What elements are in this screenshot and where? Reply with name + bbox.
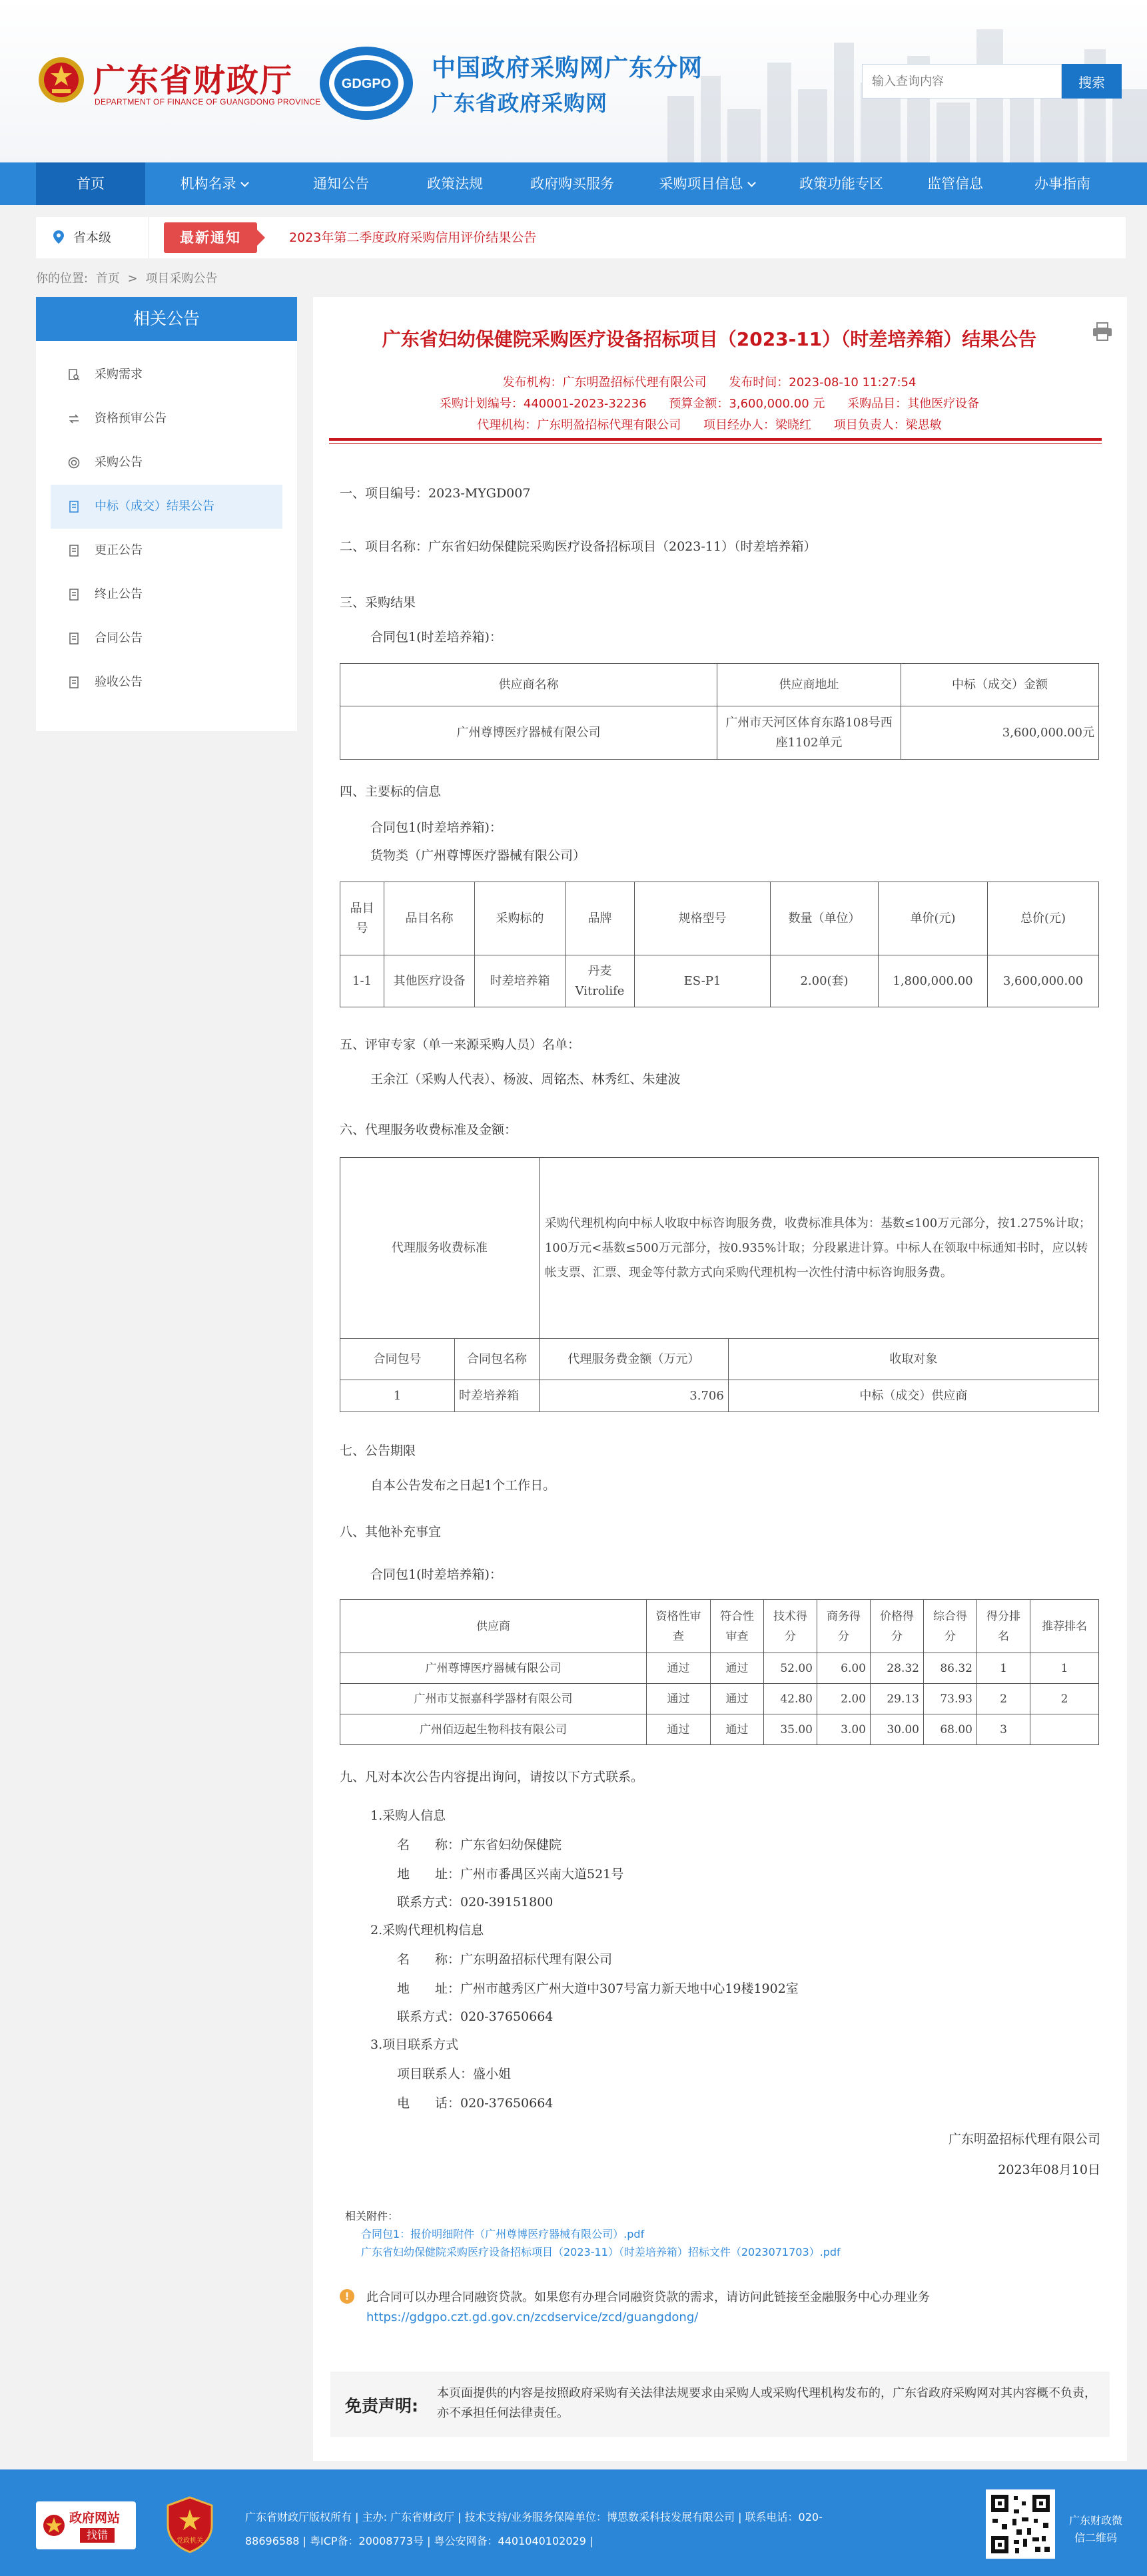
notice-bar	[36, 217, 1126, 258]
breadcrumb-label: 你的位置:	[36, 272, 89, 286]
business-score: 3.00	[817, 1714, 871, 1745]
award-amount: 3,600,000.00元	[901, 706, 1099, 760]
table-header-row	[340, 882, 1099, 955]
table-header: 商务得分	[817, 1600, 871, 1653]
section-period-heading: 七、公告期限	[340, 1443, 416, 1458]
nav-label: 通知公告	[313, 176, 369, 192]
wechat-qr-code-icon	[986, 2489, 1055, 2559]
contact-agency-title: 2.采购代理机构信息	[370, 1923, 484, 1937]
table-row	[340, 706, 1099, 760]
business-score: 6.00	[817, 1653, 871, 1684]
nav-item-policy-zone[interactable]	[779, 162, 903, 205]
location-pin-icon	[53, 230, 64, 244]
region-selector[interactable]	[36, 217, 149, 258]
meta-agency: 代理机构：广东明盈招标代理有限公司	[477, 418, 681, 432]
items-table	[340, 882, 1099, 1007]
meta-budget: 预算金额：3,600,000.00 元	[669, 397, 825, 411]
fee-standard-label: 代理服务收费标准	[340, 1158, 540, 1339]
sidebar-item-label: 资格预审公告	[95, 411, 167, 425]
swap-arrows-icon	[68, 413, 80, 425]
site-header	[0, 0, 1147, 162]
table-header: 收取对象	[728, 1339, 1098, 1380]
meta-row-2	[313, 394, 1106, 411]
item-number: 1-1	[340, 955, 384, 1007]
price-score: 30.00	[871, 1714, 924, 1745]
breadcrumb-current[interactable]: 项目采购公告	[145, 272, 218, 286]
fee-standard-row	[340, 1158, 1099, 1339]
footer-line-2: 88696588 | 粤ICP备：20008773号 | 粤公安网备：4401040102029 |	[245, 2535, 593, 2547]
contact-purchaser-name: 名 称：广东省妇幼保健院	[397, 1838, 562, 1852]
meta-plan-number: 采购计划编号：440001-2023-32236	[439, 397, 647, 411]
sidebar-item-termination[interactable]	[36, 573, 297, 617]
table-header: 规格型号	[635, 882, 771, 955]
attachment-link[interactable]: 合同包1：报价明细附件（广州尊博医疗器械有限公司）.pdf	[361, 2228, 645, 2240]
section-fee-heading: 六、代理服务收费标准及金额：	[340, 1123, 518, 1137]
gov-seal-icon	[43, 2512, 65, 2539]
related-announcements-sidebar	[36, 297, 297, 731]
score-rank: 2	[977, 1684, 1030, 1714]
goods-category: 货物类（广州尊博医疗器械有限公司）	[370, 848, 586, 863]
item-quantity: 2.00(套)	[771, 955, 879, 1007]
mof-title: 广东省财政厅	[93, 62, 294, 99]
table-row	[340, 1714, 1099, 1745]
item-category: 其他医疗设备	[384, 955, 475, 1007]
sidebar-item-award-result[interactable]	[51, 485, 282, 529]
search-button[interactable]: 搜索	[1062, 64, 1122, 99]
total-score: 73.93	[924, 1684, 977, 1714]
meta-handler: 项目经办人：梁晓红	[703, 418, 811, 432]
sidebar-item-label: 采购需求	[95, 368, 143, 382]
package-number: 1	[340, 1380, 455, 1412]
item-brand: 丹麦Vitrolife	[566, 955, 635, 1007]
section-items-heading: 四、主要标的信息	[340, 784, 442, 799]
footer-line-1: 广东省财政厅版权所有 | 主办: 广东省财政厅 | 技术支持/业务服务保障单位：博思数采科技发展有限公司 | 联系电话：020-	[245, 2511, 823, 2523]
announcement-content	[313, 297, 1127, 2461]
contact-agency-name: 名 称：广东明盈招标代理有限公司	[397, 1952, 613, 1967]
table-header: 推荐排名	[1030, 1600, 1099, 1653]
qualification-review: 通过	[647, 1684, 711, 1714]
recommend-rank: 1	[1030, 1653, 1099, 1684]
business-score: 2.00	[817, 1684, 871, 1714]
package-label: 合同包1(时差培养箱)：	[370, 1567, 502, 1582]
compliance-review: 通过	[711, 1684, 764, 1714]
mof-subtitle: DEPARTMENT OF FINANCE OF GUANGDONG PROVINCE	[95, 97, 321, 107]
qualification-review: 通过	[647, 1714, 711, 1745]
table-header: 数量（单位）	[771, 882, 879, 955]
title-divider	[329, 438, 1102, 441]
contact-project-title: 3.项目联系方式	[370, 2037, 459, 2052]
award-result-table	[340, 663, 1099, 760]
table-header: 品目名称	[384, 882, 475, 955]
nav-label: 办事指南	[1034, 176, 1090, 192]
table-header: 合同包号	[340, 1339, 455, 1380]
latest-notice-link[interactable]: 2023年第二季度政府采购信用评价结果公告	[289, 230, 537, 245]
sidebar-item-contract[interactable]	[36, 617, 297, 660]
table-row	[340, 1684, 1099, 1714]
document-icon	[68, 676, 80, 688]
document-icon	[68, 633, 80, 644]
meta-publisher: 发布机构：广东明盈招标代理有限公司	[502, 376, 707, 389]
sidebar-item-procurement-notice[interactable]	[36, 441, 297, 485]
title-divider-thin	[329, 443, 1102, 444]
section-supplement-heading: 八、其他补充事宜	[340, 1525, 442, 1539]
score-rank: 1	[977, 1653, 1030, 1684]
sidebar-item-label: 更正公告	[95, 543, 143, 557]
breadcrumb-separator: >	[127, 272, 138, 286]
contact-purchaser-phone: 联系方式：020-39151800	[397, 1895, 554, 1910]
evaluation-table	[340, 1599, 1099, 1745]
item-total-price: 3,600,000.00	[988, 955, 1099, 1007]
site-subtitle: 广东省政府采购网	[432, 91, 608, 116]
table-header: 资格性审查	[647, 1600, 711, 1653]
table-header: 总价(元)	[988, 882, 1099, 955]
nav-label: 政府购买服务	[530, 176, 614, 192]
compliance-review: 通过	[711, 1714, 764, 1745]
nav-item-project-info[interactable]	[634, 162, 779, 205]
fee-payer: 中标（成交）供应商	[728, 1380, 1098, 1412]
site-footer	[0, 2469, 1147, 2576]
attachments	[345, 2208, 841, 2259]
item-model: ES-P1	[635, 955, 771, 1007]
chevron-down-icon	[747, 178, 756, 187]
expert-list: 王余江（采购人代表）、杨波、周铭杰、林秀红、朱建波	[370, 1072, 681, 1087]
table-header: 价格得分	[871, 1600, 924, 1653]
package-label: 合同包1(时差培养箱)：	[370, 630, 502, 644]
contact-agency-phone: 联系方式：020-37650664	[397, 2009, 554, 2024]
party-badge-label: 党政机关	[177, 2537, 203, 2545]
table-header: 供应商地址	[717, 664, 901, 706]
nav-item-org-directory[interactable]	[145, 162, 282, 205]
recommend-rank	[1030, 1714, 1099, 1745]
table-header: 供应商名称	[340, 664, 717, 706]
signature-organization: 广东明盈招标代理有限公司	[948, 2132, 1100, 2147]
nav-label: 政策功能专区	[799, 176, 883, 192]
table-header: 供应商	[340, 1600, 647, 1653]
nav-label: 采购项目信息	[659, 176, 743, 192]
nav-item-guide[interactable]	[1007, 162, 1118, 205]
meta-row-3	[313, 415, 1106, 433]
item-unit-price: 1,800,000.00	[879, 955, 988, 1007]
breadcrumb	[36, 269, 221, 286]
search-input[interactable]	[862, 64, 1062, 99]
attachment-link[interactable]: 广东省妇幼保健院采购医疗设备招标项目（2023-11）（时差培养箱）招标文件（2023071703）.pdf	[361, 2246, 841, 2258]
recommend-rank: 2	[1030, 1684, 1099, 1714]
info-warning-icon: !	[340, 2289, 354, 2304]
meta-manager: 项目负责人：梁思敏	[833, 418, 942, 432]
table-header-row	[340, 1339, 1099, 1380]
table-row	[340, 1380, 1099, 1412]
section-contact-heading: 九、凡对本次公告内容提出询问，请按以下方式联系。	[340, 1770, 644, 1784]
nav-item-home[interactable]	[36, 162, 145, 205]
nav-item-supervision[interactable]	[903, 162, 1007, 205]
gov-badge-sub: 找错	[80, 2528, 115, 2543]
latest-notice-badge: 最新通知	[164, 222, 257, 253]
disclaimer-label: 免责声明:	[345, 2396, 418, 2416]
logo-text: GDGPO	[341, 77, 392, 91]
contact-project-person: 项目联系人：盛小姐	[397, 2067, 512, 2081]
table-header-row	[340, 1600, 1099, 1653]
footer-copyright	[245, 2505, 845, 2553]
sidebar-item-requirements[interactable]	[36, 353, 297, 397]
main-nav	[0, 162, 1147, 205]
nav-label: 机构名录	[180, 176, 236, 192]
announcement-title: 广东省妇幼保健院采购医疗设备招标项目（2023-11）（时差培养箱）结果公告	[382, 328, 1037, 350]
nav-item-purchase-services[interactable]	[510, 162, 634, 205]
table-header: 合同包名称	[455, 1339, 540, 1380]
sidebar-item-label: 中标（成交）结果公告	[95, 499, 214, 513]
nav-item-policies[interactable]	[400, 162, 510, 205]
sidebar-item-label: 合同公告	[95, 631, 143, 645]
tech-score: 42.80	[764, 1684, 817, 1714]
item-subject: 时差培养箱	[475, 955, 566, 1007]
finance-service-link[interactable]: https://gdgpo.czt.gd.gov.cn/zcdservice/zcd/guangdong/	[366, 2310, 699, 2324]
tech-score: 35.00	[764, 1714, 817, 1745]
table-header: 综合得分	[924, 1600, 977, 1653]
sidebar-item-label: 采购公告	[95, 455, 143, 469]
contact-purchaser-title: 1.采购人信息	[370, 1808, 446, 1823]
meta-row-1	[313, 373, 1106, 390]
section-experts-heading: 五、评审专家（单一来源采购人员）名单：	[340, 1037, 581, 1052]
site-title: 中国政府采购网广东分网	[432, 55, 703, 82]
package-name: 时差培养箱	[455, 1380, 540, 1412]
agency-fee-table	[340, 1157, 1099, 1412]
disclaimer-box	[330, 2372, 1110, 2437]
sidebar-item-correction[interactable]	[36, 529, 297, 573]
gov-badge-title: 政府网站	[69, 2511, 121, 2525]
contact-project-phone: 电 话：020-37650664	[397, 2096, 554, 2111]
gdgpo-logo-icon[interactable]	[317, 44, 416, 123]
table-header: 品目号	[340, 882, 384, 955]
tech-score: 52.00	[764, 1653, 817, 1684]
contact-purchaser-address: 地 址：广州市番禺区兴南大道521号	[397, 1867, 624, 1882]
supplier-name: 广州尊博医疗器械有限公司	[340, 706, 717, 760]
total-score: 86.32	[924, 1653, 977, 1684]
sidebar-item-prequalification[interactable]	[36, 397, 297, 441]
attachments-label: 相关附件：	[345, 2210, 399, 2222]
table-header: 品牌	[566, 882, 635, 955]
region-label: 省本级	[73, 230, 112, 245]
meta-publish-time: 发布时间：2023-08-10 11:27:54	[729, 376, 917, 389]
nav-item-notices[interactable]	[282, 162, 400, 205]
total-score: 68.00	[924, 1714, 977, 1745]
table-header: 技术得分	[764, 1600, 817, 1653]
section-project-name: 二、项目名称：广东省妇幼保健院采购医疗设备招标项目（2023-11）（时差培养箱）	[340, 539, 817, 554]
contact-agency-address: 地 址：广州市越秀区广州大道中307号富力新天地中心19楼1902室	[397, 1981, 799, 1996]
target-icon	[68, 457, 80, 469]
fee-standard-text: 采购代理机构向中标人收取中标咨询服务费，收费标准具体为：基数≤100万元部分，按1.275%计取；100万元<基数≤500万元部分，按0.935%计取；分段累进计算。中标人在领取中标通知书时，应以转帐支票、汇票、现金等付款方式向采购代理机构一次性付清中标咨询服务费。	[539, 1158, 1098, 1339]
supplier-name: 广州市艾振嘉科学器材有限公司	[340, 1684, 647, 1714]
qualification-review: 通过	[647, 1653, 711, 1684]
nav-label: 监管信息	[927, 176, 983, 192]
signature-date: 2023年08月10日	[998, 2163, 1100, 2177]
table-row	[340, 955, 1099, 1007]
table-row	[340, 1653, 1099, 1684]
table-header: 符合性审查	[711, 1600, 764, 1653]
sidebar-title: 相关公告	[36, 297, 297, 341]
nav-label: 政策法规	[427, 176, 483, 192]
price-score: 29.13	[871, 1684, 924, 1714]
period-text: 自本公告发布之日起1个工作日。	[370, 1478, 556, 1493]
document-search-icon	[68, 369, 80, 381]
document-icon	[68, 589, 80, 601]
supplier-name: 广州佰迈起生物科技有限公司	[340, 1714, 647, 1745]
qr-code-label: 广东财政微信二维码	[1068, 2514, 1122, 2544]
fee-amount: 3.706	[539, 1380, 728, 1412]
sidebar-item-label: 验收公告	[95, 675, 143, 689]
table-header: 代理服务费金额（万元）	[539, 1339, 728, 1380]
breadcrumb-home[interactable]: 首页	[95, 272, 120, 286]
price-score: 28.32	[871, 1653, 924, 1684]
sidebar-item-acceptance[interactable]	[36, 660, 297, 704]
package-label: 合同包1(时差培养箱)：	[370, 820, 502, 835]
document-icon	[68, 545, 80, 557]
table-header-row	[340, 664, 1099, 706]
chevron-down-icon	[240, 178, 249, 187]
finance-note-text: 此合同可以办理合同融资贷款。如果您有办理合同融资贷款的需求，请访问此链接至金融服务中心办理业务	[366, 2290, 930, 2304]
nav-label: 首页	[77, 176, 105, 192]
table-header: 单价(元)	[879, 882, 988, 955]
gov-website-error-report-badge[interactable]	[36, 2501, 136, 2549]
disclaimer-text: 本页面提供的内容是按照政府采购有关法律法规要求由采购人或采购代理机构发布的，广东省政府采购网对其内容概不负责，亦不承担任何法律责任。	[437, 2386, 1096, 2420]
compliance-review: 通过	[711, 1653, 764, 1684]
result-doc-icon	[68, 501, 80, 513]
section-results-heading: 三、采购结果	[340, 595, 416, 610]
party-gov-organ-badge-icon[interactable]	[165, 2496, 214, 2553]
meta-category: 采购品目：其他医疗设备	[847, 397, 980, 411]
table-header: 采购标的	[475, 882, 566, 955]
table-header: 中标（成交）金额	[901, 664, 1099, 706]
supplier-address: 广州市天河区体育东路108号西座1102单元	[717, 706, 901, 760]
supplier-name: 广州尊博医疗器械有限公司	[340, 1653, 647, 1684]
sidebar-item-label: 终止公告	[95, 587, 143, 601]
section-project-number: 一、项目编号：2023-MYGD007	[340, 486, 531, 501]
table-header: 得分排名	[977, 1600, 1030, 1653]
score-rank: 3	[977, 1714, 1030, 1745]
national-emblem-icon	[36, 55, 87, 107]
